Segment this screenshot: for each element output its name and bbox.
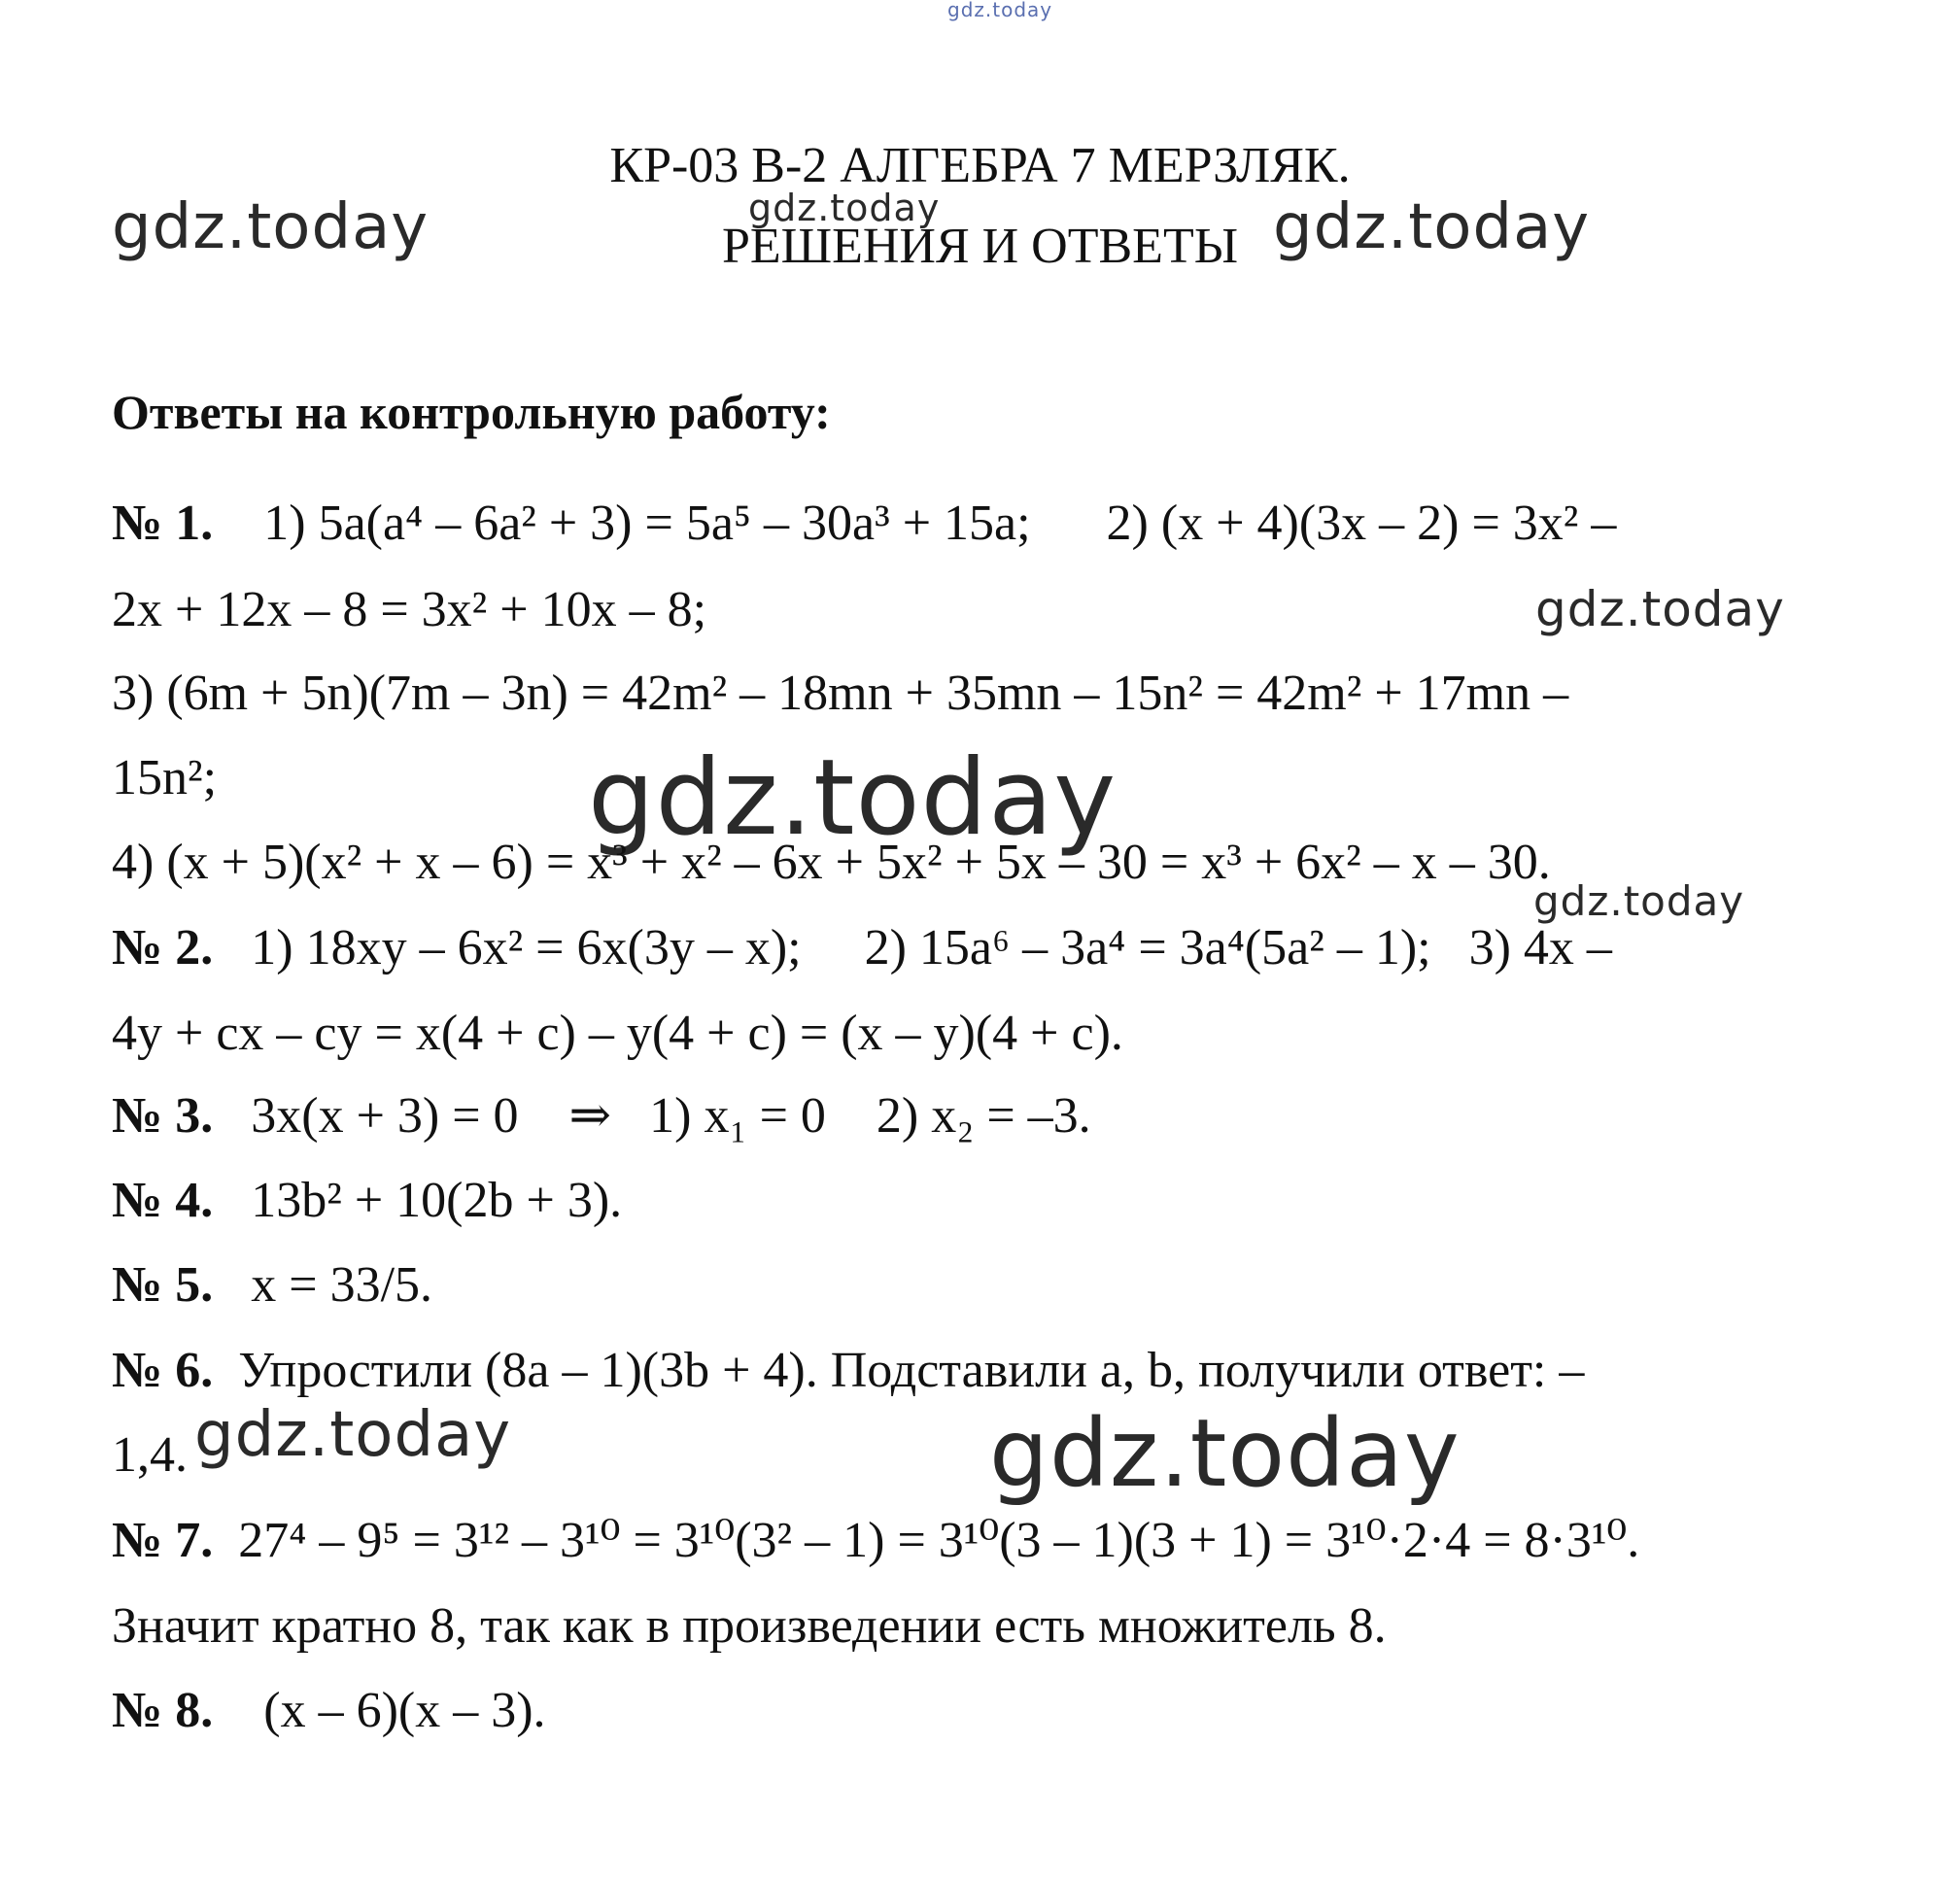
- answer-8: [112, 1683, 546, 1738]
- answer-2-line-2: 4y + cx – cy = x(4 + c) – y(4 + c) = (x – y)(4 + c).: [112, 1006, 1123, 1061]
- answer-7-line-1: [112, 1513, 1640, 1568]
- answer-4: [112, 1173, 623, 1228]
- watermark: gdz.today: [748, 187, 941, 229]
- answer-number: № 2.: [112, 920, 214, 975]
- watermark-top: gdz.today: [947, 0, 1053, 21]
- answer-number: № 4.: [112, 1173, 214, 1228]
- watermark: gdz.today: [1533, 877, 1745, 925]
- answer-text: 3x(x + 3) = 0 ⇒ 1) x₁ = 0 2) x₂ = –3.: [213, 1088, 1091, 1144]
- answer-number: № 7.: [112, 1513, 214, 1568]
- answer-6-line-2: 1,4.: [112, 1427, 188, 1483]
- answer-text: 1) 5a(a⁴ – 6a² + 3) = 5a⁵ – 30a³ + 15a; 2) (x + 4)(3x – 2) = 3x² –: [213, 496, 1617, 551]
- answer-number: № 6.: [112, 1343, 214, 1398]
- answer-text: 13b² + 10(2b + 3).: [213, 1173, 623, 1228]
- page-title: КР-03 В-2 АЛГЕБРА 7 МЕРЗЛЯК.: [609, 138, 1351, 193]
- answer-text: 27⁴ – 9⁵ = 3¹² – 3¹⁰ = 3¹⁰(3² – 1) = 3¹⁰(3 – 1)(3 + 1) = 3¹⁰·2·4 = 8·3¹⁰.: [213, 1513, 1640, 1568]
- answer-5: [112, 1257, 433, 1313]
- watermark: gdz.today: [112, 191, 430, 263]
- watermark: gdz.today: [1273, 191, 1591, 263]
- answer-number: № 1.: [112, 496, 214, 551]
- answer-text: x = 33/5.: [213, 1257, 433, 1313]
- watermark: gdz.today: [194, 1399, 512, 1471]
- answer-1-line-4: 15n²;: [112, 750, 218, 805]
- answer-2-line-1: [112, 920, 1612, 975]
- answer-1-line-1: [112, 498, 1616, 549]
- answer-1-line-5: 4) (x + 5)(x² + x – 6) = x³ + x² – 6x + 5x² + 5x – 30 = x³ + 6x² – x – 30.: [112, 835, 1551, 890]
- watermark: gdz.today: [989, 1399, 1461, 1508]
- answer-1-line-2: 2x + 12x – 8 = 3x² + 10x – 8;: [112, 582, 707, 637]
- watermark: gdz.today: [1535, 581, 1785, 637]
- answer-1-line-3: 3) (6m + 5n)(7m – 3n) = 42m² – 18mn + 35mn – 15n² = 42m² + 17mn –: [112, 666, 1569, 721]
- page-subtitle: РЕШЕНИЯ И ОТВЕТЫ: [721, 219, 1239, 274]
- answer-number: № 3.: [112, 1088, 214, 1144]
- answer-7-line-2: Значит кратно 8, так как в произведении есть множитель 8.: [112, 1598, 1387, 1654]
- answer-3: [112, 1088, 1091, 1144]
- answer-number: № 5.: [112, 1257, 214, 1313]
- watermark: gdz.today: [588, 737, 1118, 859]
- answers-heading: Ответы на контрольную работу:: [112, 385, 831, 439]
- answer-text: Упростили (8a – 1)(3b + 4). Подставили a, b, получили ответ: –: [213, 1343, 1585, 1398]
- answer-number: № 8.: [112, 1683, 214, 1738]
- answer-text: (x – 6)(x – 3).: [213, 1683, 546, 1738]
- answer-6-line-1: [112, 1343, 1585, 1398]
- answer-text: 1) 18xy – 6x² = 6x(3y – x); 2) 15a⁶ – 3a⁴ = 3a⁴(5a² – 1); 3) 4x –: [213, 920, 1612, 975]
